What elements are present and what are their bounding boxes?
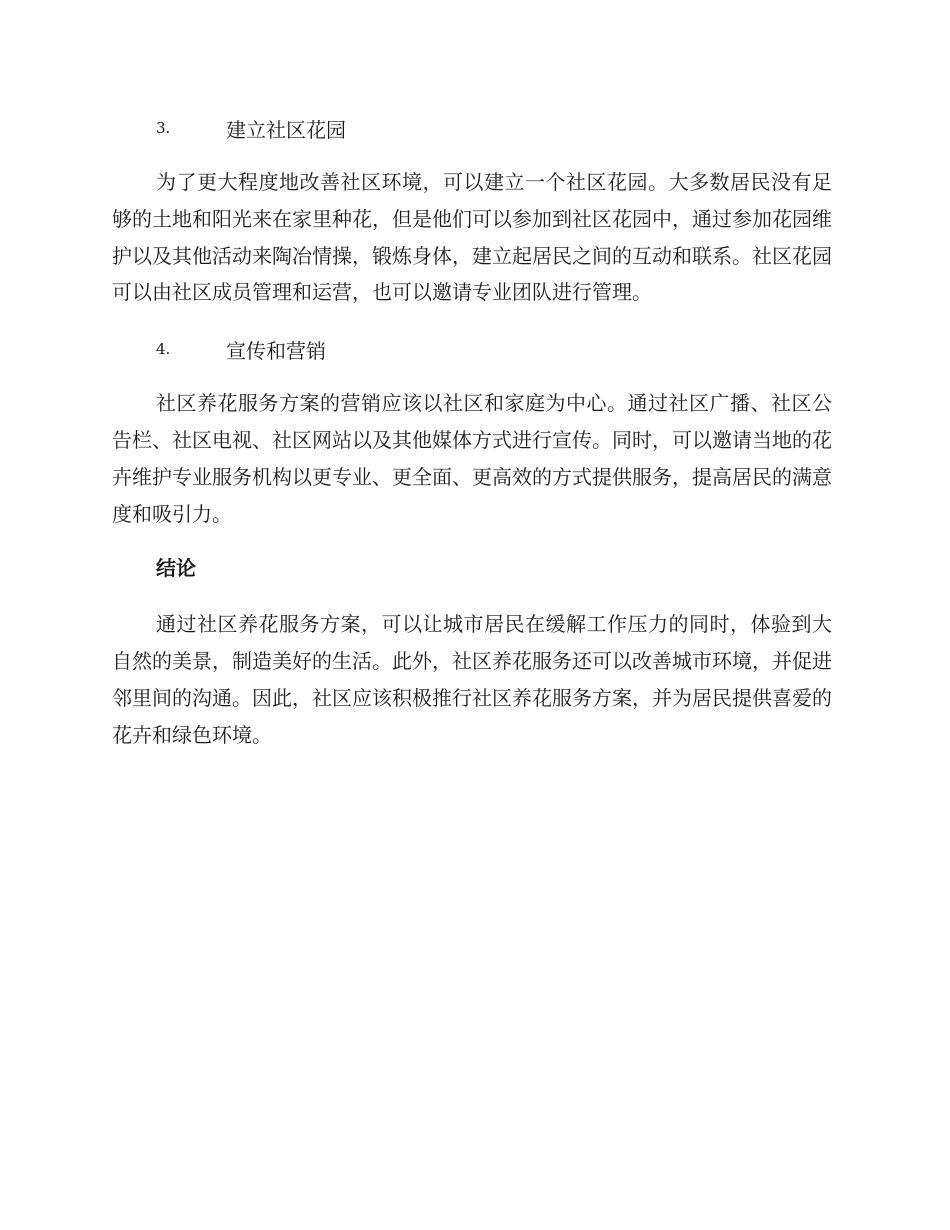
section-3-number: 3. [156,119,171,137]
section-4-number: 4. [156,340,171,359]
section-4-heading [156,331,832,367]
section-3-title: 建立社区花园 [226,117,346,142]
conclusion-paragraph: 通过社区养花服务方案，可以让城市居民在缓解工作压力的同时，体验到大自然的美景，制造美好的生活。此外，社区养花服务还可以改善城市环境，并促进邻里间的沟通。因此，社区应该积极推行社区养花服务方案，并为居民提供喜爱的花卉和绿色环境。 [112,612,832,747]
document-page [112,110,832,754]
section-3-paragraph: 为了更大程度地改善社区环境，可以建立一个社区花园。大多数居民没有足够的土地和阳光来在家里种花，但是他们可以参加到社区花园中，通过参加花园维护以及其他活动来陶冶情操，锻炼身体，建立起居民之间的互动和联系。社区花园可以由社区成员管理和运营，也可以邀请专业团队进行管理。 [112,170,832,305]
section-3-heading [156,110,832,146]
conclusion-heading: 结论 [156,556,196,581]
section-4-title: 宣传和营销 [226,338,326,363]
section-4-paragraph: 社区养花服务方案的营销应该以社区和家庭为中心。通过社区广播、社区公告栏、社区电视、社区网站以及其他媒体方式进行宣传。同时，可以邀请当地的花卉维护专业服务机构以更专业、更全面、更高效的方式提供服务，提高居民的满意度和吸引力。 [112,391,832,526]
